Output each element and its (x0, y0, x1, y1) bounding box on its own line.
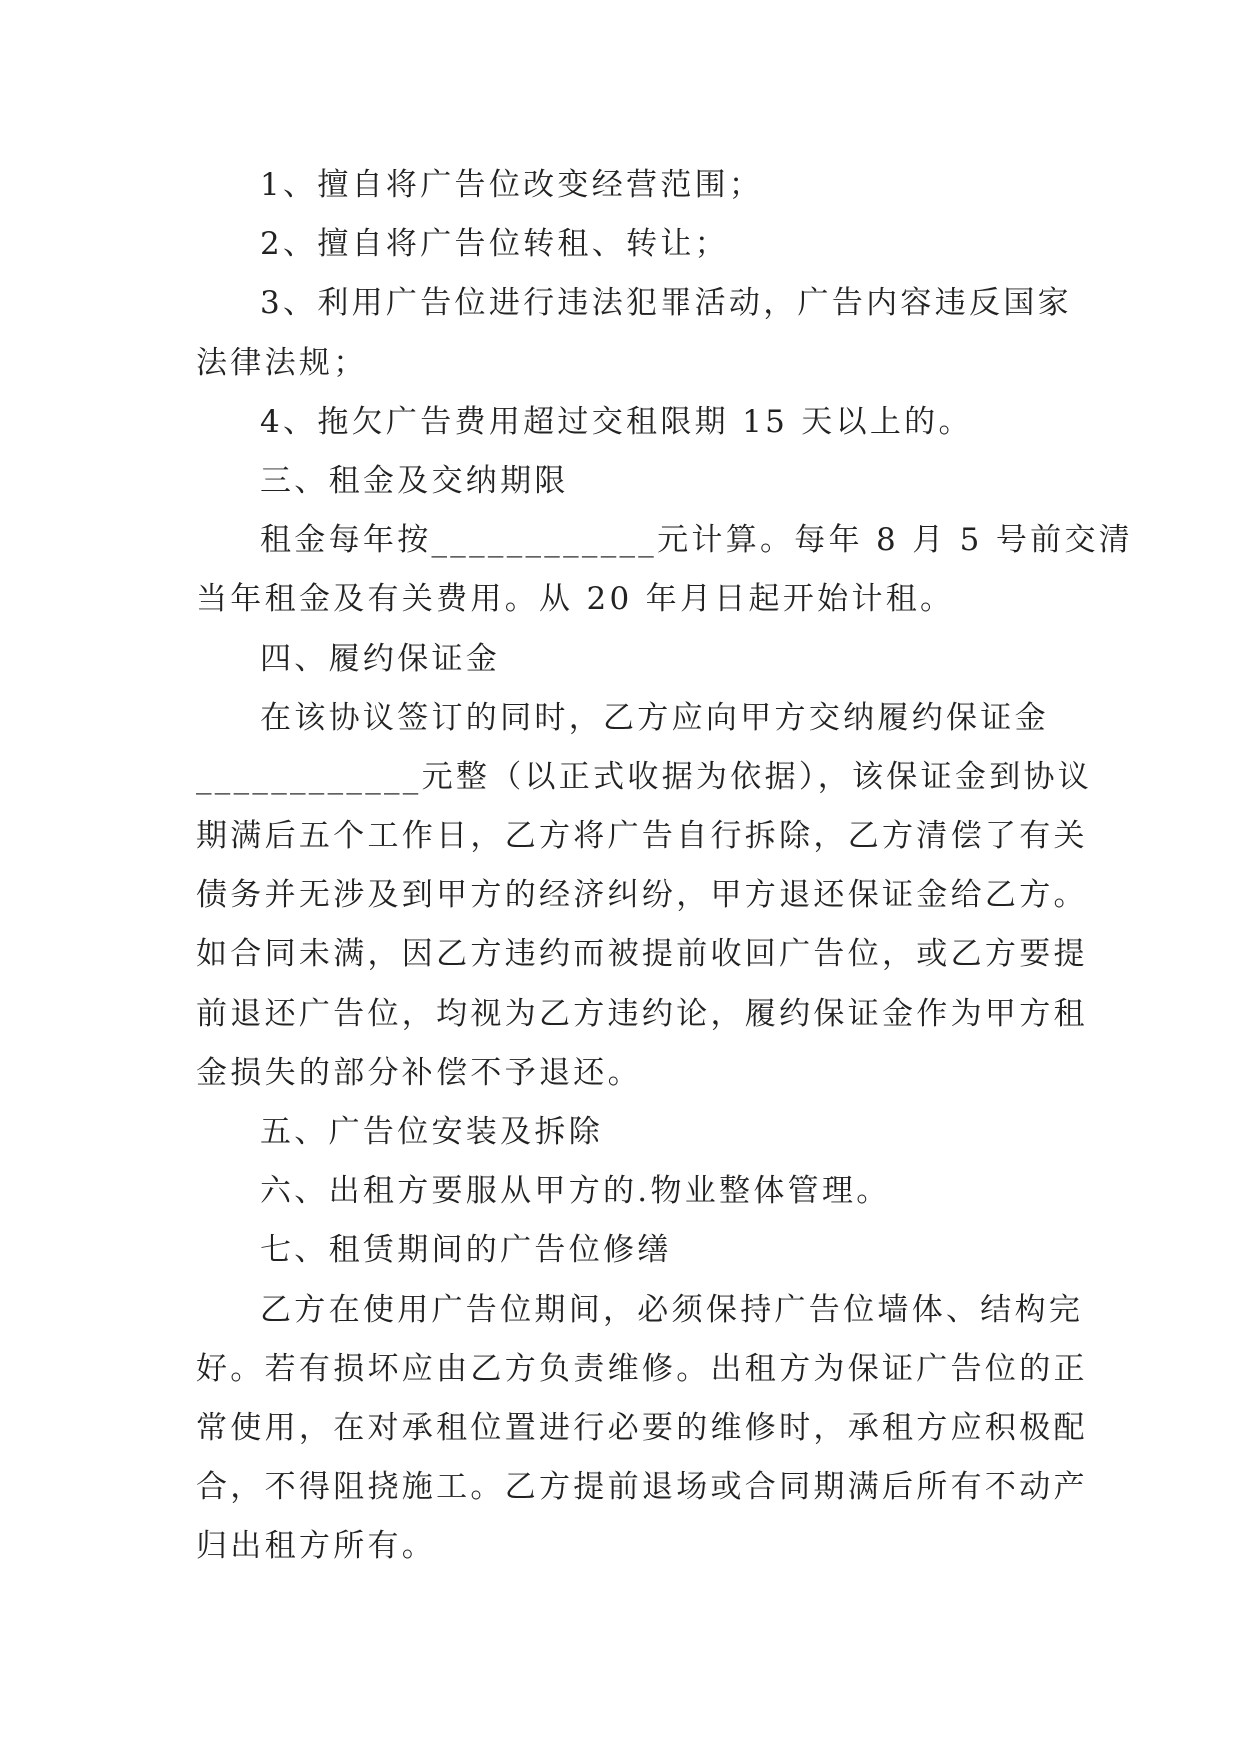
section-heading-deposit: 四、履约保证金 (260, 640, 501, 677)
rent-paragraph-line-1: 租金每年按____________元计算。每年 8 月 5 号前交清 (260, 522, 1134, 559)
rent-paragraph-line-2: 当年租金及有关费用。从 20 年月日起开始计租。 (196, 581, 955, 618)
clause-4-line: 4、拖欠广告费用超过交租限期 15 天以上的。 (260, 403, 973, 440)
deposit-paragraph-line-1: 在该协议签订的同时，乙方应向甲方交纳履约保证金 (260, 699, 1049, 736)
repair-paragraph-line-5: 归出租方所有。 (196, 1528, 437, 1565)
clause-3-continuation: 法律法规； (196, 344, 368, 381)
repair-paragraph-line-3: 常使用，在对承租位置进行必要的维修时，承租方应积极配 (196, 1409, 1088, 1446)
document-body (196, 156, 1134, 1577)
clause-3-line: 3、利用广告位进行违法犯罪活动，广告内容违反国家 (260, 285, 1072, 322)
deposit-paragraph-line-6: 前退还广告位，均视为乙方违约论，履约保证金作为甲方租 (196, 995, 1088, 1032)
deposit-paragraph-line-7: 金损失的部分补偿不予退还。 (196, 1054, 642, 1091)
repair-paragraph-line-1: 乙方在使用广告位期间，必须保持广告位墙体、结构完 (260, 1291, 1084, 1328)
section-heading-management: 六、出租方要服从甲方的.物业整体管理。 (260, 1173, 891, 1210)
clause-1-line: 1、擅自将广告位改变经营范围； (260, 167, 764, 203)
deposit-paragraph-line-2: ____________元整（以正式收据为依据），该保证金到协议 (196, 758, 1093, 795)
deposit-paragraph-line-5: 如合同未满，因乙方违约而被提前收回广告位，或乙方要提 (196, 936, 1088, 973)
repair-paragraph-line-4: 合，不得阻挠施工。乙方提前退场或合同期满后所有不动产 (196, 1469, 1088, 1506)
section-heading-installation: 五、广告位安装及拆除 (260, 1114, 603, 1150)
clause-2-line: 2、擅自将广告位转租、转让； (260, 226, 729, 263)
deposit-paragraph-line-4: 债务并无涉及到甲方的经济纠纷，甲方退还保证金给乙方。 (196, 877, 1088, 914)
section-heading-repair: 七、租赁期间的广告位修缮 (260, 1232, 672, 1269)
repair-paragraph-line-2: 好。若有损坏应由乙方负责维修。出租方为保证广告位的正 (196, 1350, 1088, 1387)
deposit-paragraph-line-3: 期满后五个工作日，乙方将广告自行拆除，乙方清偿了有关 (196, 818, 1088, 855)
section-heading-rent: 三、租金及交纳期限 (260, 462, 569, 499)
